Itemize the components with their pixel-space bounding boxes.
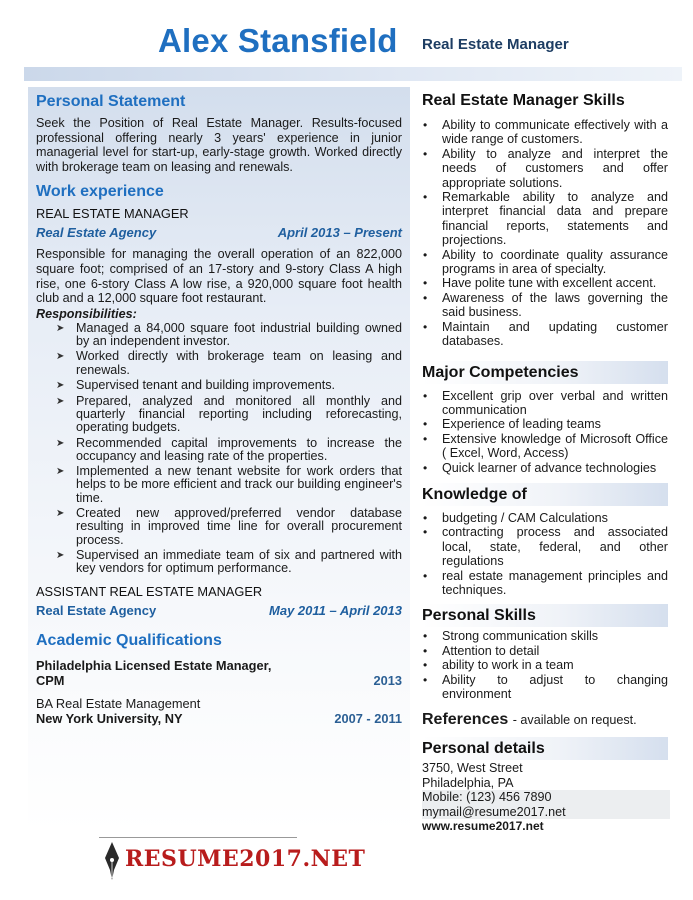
header-divider-bar (24, 67, 682, 81)
site-logo (99, 837, 366, 883)
list-item: • ability to work in a team (423, 658, 574, 673)
bullet-icon: • (423, 276, 428, 291)
list-item: • Ability to analyze and interpret the needs of customers and offer appropriate solutions. (423, 146, 668, 190)
bullet-icon: • (423, 247, 428, 262)
references-note: - available on request. (512, 713, 637, 728)
bullet-icon: • (423, 146, 428, 161)
list-item: ➤ Implemented a new tenant website for work orders that helps to be more efficient and track our building engineer's time. (56, 464, 402, 505)
list-item: ➤ Supervised an immediate team of six and partnered with key vendors for optimum performance. (56, 548, 402, 576)
qualification-2-row (36, 711, 402, 726)
mobile-number: Mobile: (123) 456 7890 (422, 790, 670, 804)
arrow-bullet-icon: ➤ (56, 550, 65, 562)
bullet-icon: • (423, 510, 428, 525)
list-item: ➤ Supervised tenant and building improvements. (56, 378, 336, 393)
bullet-icon: • (423, 658, 428, 673)
list-item: • real estate management principles and techniques. (423, 568, 668, 597)
list-item: • budgeting / CAM Calculations (423, 510, 608, 525)
bullet-icon: • (423, 290, 428, 305)
personal-statement-text: Seek the Position of Real Estate Manager. Results-focused professional offering nearly 3 years' experience in junior managerial level for start-up, early-stage growth. Worked directly with brokerage team on leasing and renewals. (36, 116, 402, 174)
responsibilities-list (36, 322, 402, 576)
personal-skills-list (422, 629, 668, 701)
knowledge-section (410, 483, 682, 597)
job-dates-2: May 2011 – April 2013 (269, 603, 402, 619)
list-item: ➤ Created new approved/preferred vendor database resulting in improved time line for overall procurement process. (56, 506, 402, 547)
list-item: • Remarkable ability to analyze and interpret financial data and prepare financial reports, statements and projections. (423, 190, 668, 248)
personal-details-section (410, 737, 682, 760)
job-company-2: Real Estate Agency (36, 603, 157, 619)
bullet-icon: • (423, 417, 428, 432)
arrow-bullet-icon: ➤ (56, 322, 65, 334)
academic-heading: Academic Qualifications (36, 632, 222, 650)
logo-text: RESUME2017.NET (125, 846, 366, 872)
competencies-heading: Major Competencies (422, 361, 668, 384)
responsibilities-label: Responsibilities: (36, 306, 137, 321)
arrow-bullet-icon: ➤ (56, 380, 65, 392)
list-item: ➤ Prepared, analyzed and monitored all monthly and quarterly financial reporting including reforecasting, operating budgets. (56, 393, 402, 435)
competencies-section (410, 361, 682, 475)
bullet-icon: • (423, 525, 428, 540)
arrow-bullet-icon: ➤ (56, 351, 65, 363)
work-experience-heading: Work experience (36, 183, 164, 201)
fountain-pen-icon (101, 840, 123, 882)
qualification-2-title: BA Real Estate Management (36, 696, 201, 712)
list-item: • Quick learner of advance technologies (423, 460, 657, 475)
qualification-1-title: Philadelphia Licensed Estate Manager, (36, 658, 272, 674)
job-description: Responsible for managing the overall operation of an 822,000 square foot; comprised of an 17-story and 9-story Class A high rise, one 6-story Class A low rise, a 920,000 square foot health club and a 12,000 square foot restaurant. (36, 247, 402, 306)
skills-heading: Real Estate Manager Skills (422, 92, 625, 109)
bullet-icon: • (423, 568, 428, 583)
bullet-icon: • (423, 460, 428, 475)
bullet-icon: • (423, 629, 428, 644)
personal-skills-section (410, 604, 682, 729)
list-item: • Maintain and updating customer databases. (423, 319, 668, 349)
email-address[interactable]: mymail@resume2017.net (422, 805, 670, 819)
qualification-2-sub: New York University, NY (36, 711, 183, 727)
job-company-line-2 (36, 603, 402, 618)
bullet-icon: • (423, 431, 428, 446)
references-line (422, 711, 668, 729)
list-item: ➤ Worked directly with brokerage team on leasing and renewals. (56, 349, 402, 377)
knowledge-list (422, 511, 668, 597)
list-item: • Ability to adjust to changing environment (423, 672, 668, 701)
candidate-name: Alex Stansfield (158, 22, 398, 59)
bullet-icon: • (423, 190, 428, 205)
bullet-icon: • (423, 118, 428, 132)
skills-section (410, 89, 682, 349)
personal-details-heading: Personal details (422, 737, 668, 760)
list-item: • Ability to communicate effectively with a wide range of customers. (423, 118, 668, 147)
qualification-1-sub: CPM (36, 673, 65, 689)
list-item: • Excellent grip over verbal and written communication (423, 388, 668, 417)
job-company: Real Estate Agency (36, 225, 157, 241)
personal-statement-heading: Personal Statement (36, 93, 186, 110)
right-column (410, 87, 682, 833)
list-item: • Attention to detail (423, 643, 540, 658)
job-title-2: ASSISTANT REAL ESTATE MANAGER (36, 584, 263, 600)
competencies-list (422, 389, 668, 475)
list-item: ➤ Recommended capital improvements to increase the occupancy and leasing rate of the properties. (56, 435, 402, 463)
list-item: • Experience of leading teams (423, 417, 601, 432)
qualification-2-year: 2007 - 2011 (334, 711, 402, 727)
arrow-bullet-icon: ➤ (56, 437, 65, 449)
list-item: ➤ Managed a 84,000 square foot industrial building owned by an independent investor. (56, 320, 402, 348)
job-dates: April 2013 – Present (277, 225, 402, 241)
list-item: • Strong communication skills (423, 629, 599, 644)
arrow-bullet-icon: ➤ (56, 395, 65, 407)
list-item: • Extensive knowledge of Microsoft Office ( Excel, Word, Access) (423, 431, 668, 461)
job-title: REAL ESTATE MANAGER (36, 206, 189, 222)
arrow-bullet-icon: ➤ (56, 466, 65, 478)
bullet-icon: • (423, 388, 428, 403)
references-heading: References (422, 711, 509, 729)
website-link[interactable]: www.resume2017.net (422, 819, 544, 834)
address-line-2: Philadelphia, PA (422, 775, 514, 790)
list-item: • Have polite tune with excellent accent. (423, 276, 657, 291)
list-item: • Ability to coordinate quality assurance programs in area of specialty. (423, 247, 668, 277)
skills-list (422, 118, 668, 349)
bullet-icon: • (423, 319, 428, 334)
bullet-icon: • (423, 643, 428, 658)
list-item: • contracting process and associated local, state, federal, and other regulations (423, 525, 668, 569)
qualification-1-year: 2013 (373, 673, 402, 689)
candidate-role: Real Estate Manager (422, 36, 569, 53)
left-column (28, 87, 410, 832)
bullet-icon: • (423, 672, 428, 687)
knowledge-heading: Knowledge of (422, 483, 668, 506)
job-company-line (36, 225, 402, 240)
list-item: • Awareness of the laws governing the said business. (423, 290, 668, 320)
qualification-1-row (36, 673, 402, 688)
address-line-1: 3750, West Street (422, 761, 523, 776)
personal-details-block (410, 761, 682, 833)
arrow-bullet-icon: ➤ (56, 508, 65, 520)
personal-skills-heading: Personal Skills (422, 604, 668, 627)
